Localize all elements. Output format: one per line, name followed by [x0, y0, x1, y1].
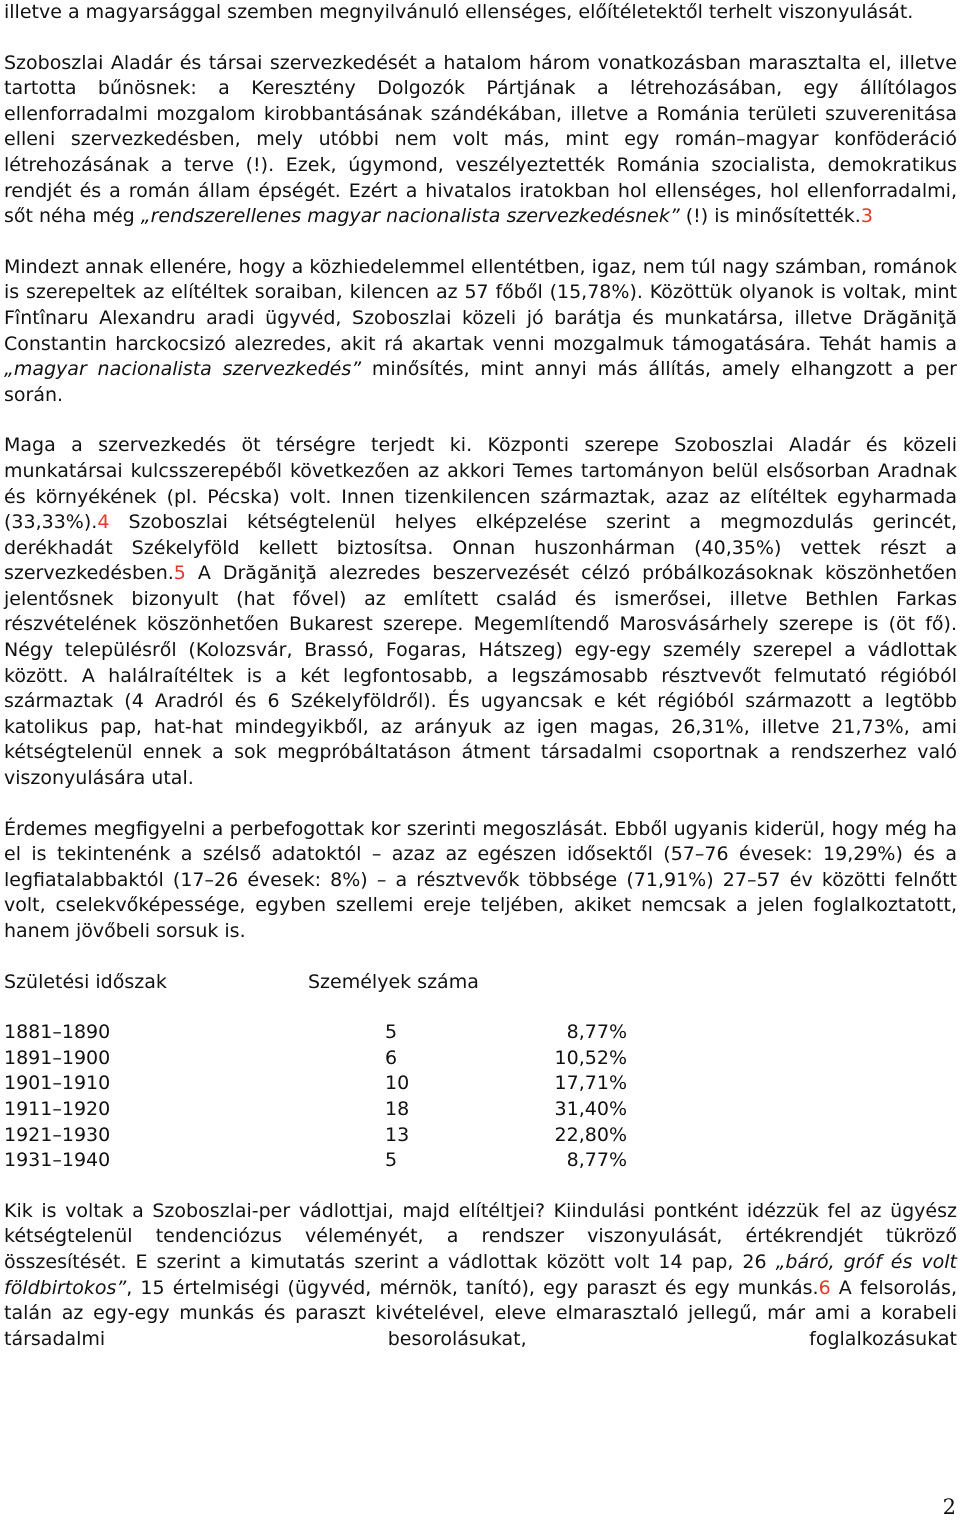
paragraph-2-quote: „magyar nacionalista szervezkedés” [4, 358, 362, 381]
row-period: 1891–1900 [4, 1046, 111, 1069]
header-person-count: Személyek száma [308, 970, 479, 993]
paragraph-0: illetve a magyarsággal szemben megnyilvánuló ellenséges, előítéletektől terhelt viszonyulását. [4, 1, 914, 23]
row-period: 1901–1910 [4, 1072, 111, 1095]
row-percentage: 17,71% [554, 1072, 627, 1095]
paragraph-5 [4, 1199, 957, 1353]
paragraph-4: Érdemes megfigyelni a perbefogottak kor szerinti megoszlását. Ebből ugyanis kiderül, hogy még ha el is tekintenénk a szélső adatoktól – azaz az egészen idősektől (57–76 évesek: 19,29%) és a legfiatalabbaktól (17–26 évesek: 8%) – a résztvevők többsége (71,91%) 27–57 év közötti felnőtt volt, cselekvőképessége, egyben szellemi ereje teljében, akiket nemcsak a jelen foglalkoztatott, hanem jövőbeli sorsuk is. [4, 817, 957, 942]
row-count: 5 [385, 1021, 398, 1044]
paragraph-5-text-mid: , 15 értelmiségi (ügyvéd, mérnök, tanító), egy paraszt és egy munkás. [126, 1276, 819, 1299]
row-period: 1921–1930 [4, 1123, 111, 1146]
table-row [4, 1020, 627, 1046]
paragraph-3-text: Maga a szervezkedés öt térségre terjedt ki. Központi szerepe Szoboszlai Aladár és közeli munkatársai kulcsszerepéből következően az akkori Temes tartományon belül elsősorban Aradnak és környékének (pl. Pécska) volt. Innen tizenkilencen származtak, azaz az elítéltek egyharmada (33,33%). [4, 434, 957, 534]
paragraph-2-text: Mindezt annak ellenére, hogy a közhiedelemmel ellentétben, igaz, nem túl nagy számban, románok is szerepeltek az elítéltek soraiban, kilencen az 57 főből (15,78%). Közöttük olyanok is voltak, mint Fîntînaru Alexandru aradi ügyvéd, Szoboszlai közeli jó barátja és munkatársa, illetve Drăgăniţă Constantin harckocsizó alezredes, akit rá akartak venni mozgalmuk támogatására. Tehát hamis a [4, 255, 957, 355]
footnote-ref-3[interactable]: 3 [860, 205, 873, 228]
row-period: 1881–1890 [4, 1021, 111, 1044]
age-table-header [4, 970, 957, 996]
paragraph-3-text-mid: Szoboszlai kétségtelenül helyes elképzelése szerint a megmozdulás gerincét, derékhadát Székelyföld kellett biztosítsa. Onnan huszonhárman (40,35%) vettek részt a szervezkedésben. [4, 511, 957, 585]
table-row [4, 1148, 627, 1174]
footnote-ref-5[interactable]: 5 [173, 562, 186, 585]
row-percentage: 22,80% [554, 1123, 627, 1146]
paragraph-1-quote: „rendszerellenes magyar nacionalista szervezkedésnek” [140, 205, 680, 228]
paragraph-2-text-end: minősítés, mint annyi más állítás, amely elhangzott a per során. [4, 358, 957, 406]
age-distribution-table [4, 1020, 627, 1174]
row-count: 18 [385, 1097, 410, 1120]
row-percentage: 8,77% [566, 1021, 627, 1044]
row-percentage: 8,77% [566, 1149, 627, 1172]
paragraph-5-text-end: A felsorolás, talán az egy-egy munkás és paraszt kivételével, eleve elmarasztaló jellegű, már ami a korabeli társadalmi besorolásukat, foglalkozásukat [4, 1276, 958, 1350]
paragraph-1-text-end: (!) is minősítették. [679, 205, 861, 228]
row-count: 10 [385, 1072, 410, 1095]
paragraph-1-text: Szoboszlai Aladár és társai szervezkedését a hatalom három vonatkozásban marasztalta el, illetve tartotta bűnösnek: a Keresztény Dolgozók Pártjának a létrehozásában, egy állítólagos ellenforradalmi mozgalom kirobbantásának szándékában, illetve a Románia területi szuverenitása elleni szervezkedésben, mely utóbbi nem volt más, mint egy román–magyar konföderáció létrehozásának a terve (!). Ezek, úgymond, veszélyeztették Románia szocialista, demokratikus rendjét és a román állam épségét. Ezért a hivatalos iratokban hol ellenséges, hol ellenforradalmi, sőt néha még [4, 51, 957, 228]
page-number: 2 [942, 1495, 956, 1519]
paragraph-5-text: Kik is voltak a Szoboszlai-per vádlottjai, majd elítéltjei? Kiindulási pontként idézzük fel az ügyész kétségtelenül tendenciózus véleményét, a rendszer viszonyulását, értékrendjét tükröző összesítését. E szerint a kimutatás szerint a vádlottak között volt 14 pap, 26 [4, 1199, 957, 1273]
paragraph-3-text-end: A Drăgăniţă alezredes beszervezését célzó próbálkozásoknak köszönhetően jelentősnek bizonyult (hat fővel) az említett család és ismerősei, illetve Bethlen Farkas részvételének köszönhetően Bukarest szerepe. Megemlítendő Marosvásárhely szerepe is (öt fő). Négy településről (Kolozsvár, Brassó, Fogaras, Hátszeg) egy-egy személy szerepel a vádlottak között. A halálraítéltek is a két legfontosabb, a legszámosabb résztvevőt felmutató régióból származtak (4 Aradról és 6 Székelyföldről). És ugyancsak e két régióból származott a legtöbb katolikus pap, hat-hat mindegyikből, az arányuk az igen magas, 26,31%, illetve 21,73%, ami kétségtelenül ennek a sok megpróbáltatáson átment társadalmi csoportnak a rendszerhez való viszonyulására utal. [4, 562, 957, 790]
row-count: 6 [385, 1046, 398, 1069]
table-row [4, 1071, 627, 1097]
row-percentage: 10,52% [554, 1046, 627, 1069]
row-count: 5 [385, 1149, 398, 1172]
paragraph-1 [4, 51, 957, 230]
footnote-ref-4[interactable]: 4 [97, 511, 110, 534]
table-row [4, 1097, 627, 1123]
table-row [4, 1123, 627, 1149]
paragraph-3 [4, 433, 957, 791]
paragraph-2 [4, 255, 957, 409]
row-count: 13 [385, 1123, 410, 1146]
document-page [4, 0, 957, 1352]
row-percentage: 31,40% [554, 1097, 627, 1120]
footnote-ref-6[interactable]: 6 [818, 1276, 831, 1299]
row-period: 1911–1920 [4, 1097, 111, 1120]
header-birth-period: Születési időszak [4, 970, 167, 993]
table-row [4, 1046, 627, 1072]
row-period: 1931–1940 [4, 1149, 111, 1172]
paragraph-5-quote: „báró, gróf és volt földbirtokos” [4, 1250, 957, 1299]
